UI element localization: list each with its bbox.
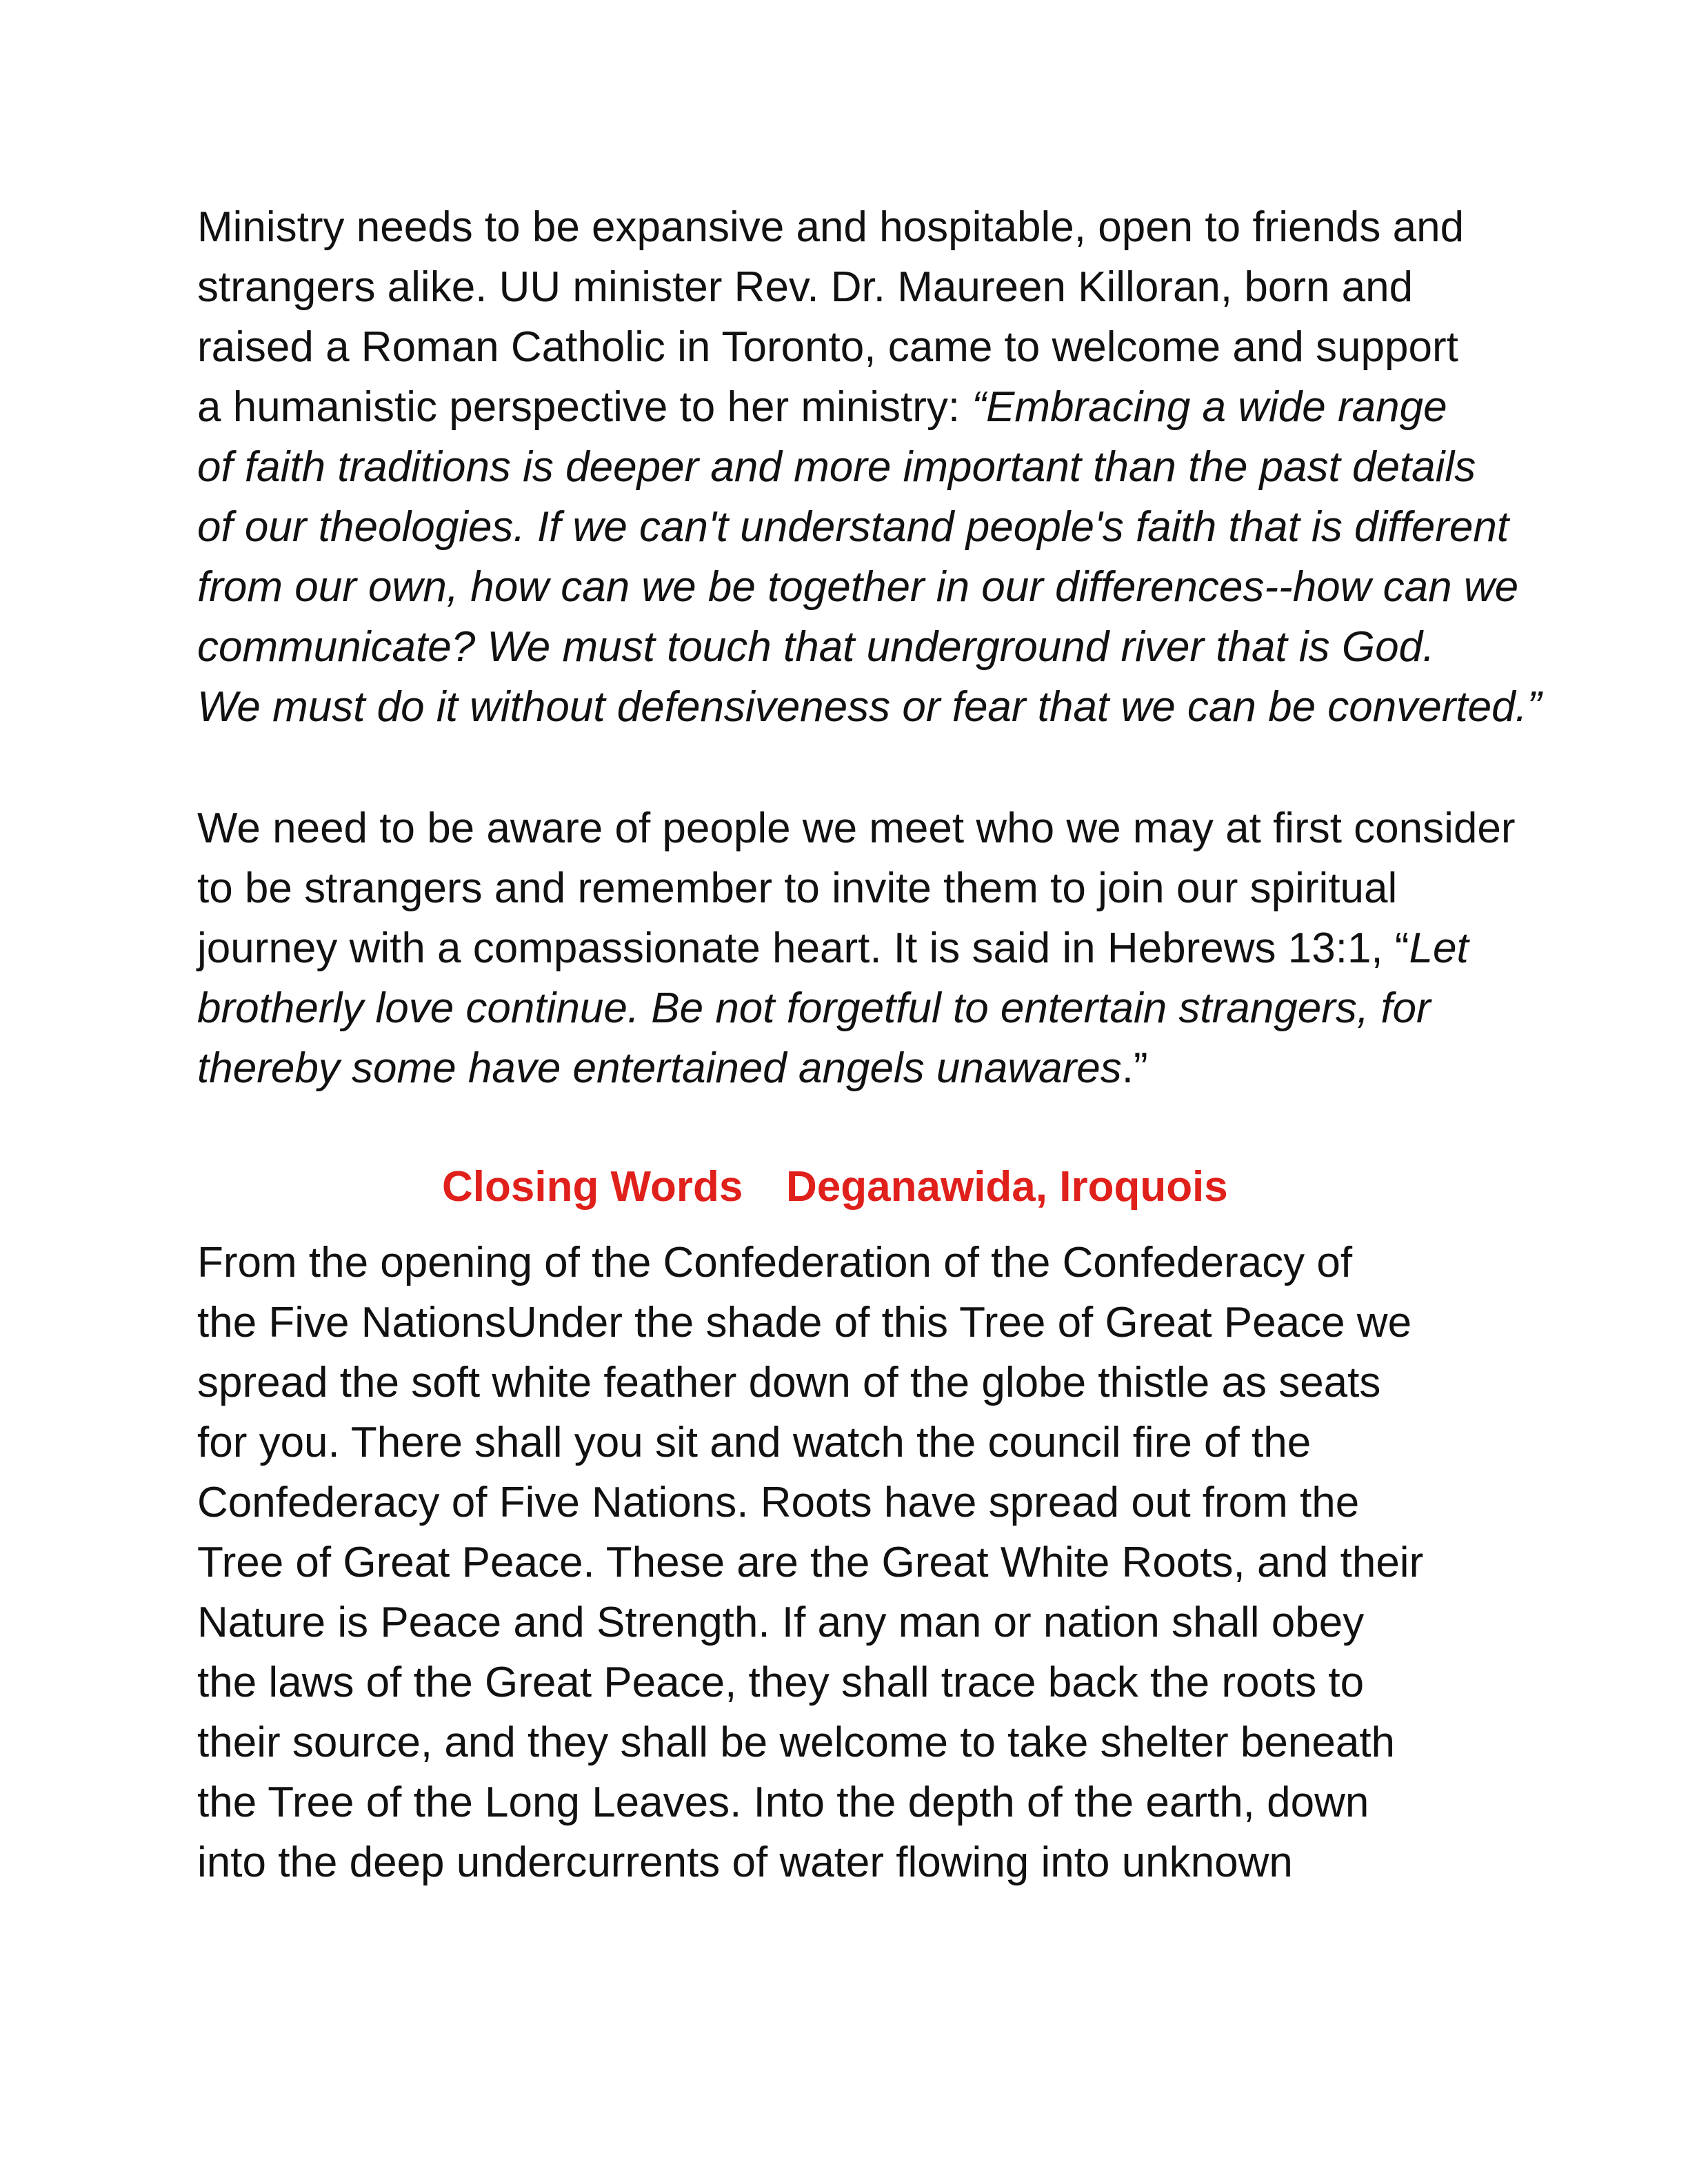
text-line <box>197 677 1541 738</box>
text-run: raised a Roman Catholic in Toronto, came to welcome and support <box>197 323 1458 371</box>
text-run: communicate? We must touch that underground river that is God. <box>197 623 1435 671</box>
text-run: thereby some have entertained angels unawares <box>197 1044 1122 1092</box>
text-run: We need to be aware of people we meet who we may at first consider <box>197 805 1516 852</box>
text-run: into the deep undercurrents of water flowing into unknown <box>197 1839 1293 1886</box>
text-run: Ministry needs to be expansive and hospitable, open to friends and <box>197 203 1465 251</box>
text-run: We must do it without defensiveness or fear that we can be converted.” <box>197 683 1542 731</box>
text-line <box>197 1593 1364 1653</box>
text-run: of faith traditions is deeper and more important than the past details <box>197 443 1476 491</box>
text-run: the Five NationsUnder the shade of this Tree of Great Peace we <box>197 1299 1412 1346</box>
text-line <box>197 617 1434 678</box>
text-run: Let <box>1409 924 1469 972</box>
text-run: the Tree of the Long Leaves. Into the depth of the earth, down <box>197 1779 1369 1826</box>
text-line <box>197 1772 1369 1833</box>
text-line <box>197 1652 1364 1713</box>
text-line <box>197 858 1397 919</box>
text-line <box>197 1832 1293 1893</box>
text-run: strangers alike. UU minister Rev. Dr. Maureen Killoran, born and <box>197 263 1414 311</box>
text-run: Confederacy of Five Nations. Roots have spread out from the <box>197 1479 1360 1526</box>
text-run: for you. There shall you sit and watch the council fire of the <box>197 1419 1312 1466</box>
text-line <box>197 377 1447 438</box>
text-run: of our theologies. If we can't understand people's faith that is different <box>197 503 1509 551</box>
text-line <box>197 1233 1352 1293</box>
text-line <box>197 1712 1395 1773</box>
text-line <box>197 557 1518 618</box>
text-line <box>197 1533 1423 1593</box>
text-line <box>197 1038 1148 1099</box>
text-line <box>197 197 1464 258</box>
text-run: From the opening of the Confederation of the Confederacy of <box>197 1239 1353 1286</box>
text-run: Nature is Peace and Strength. If any man or nation shall obey <box>197 1599 1365 1646</box>
closing-words-heading <box>0 1153 1688 1222</box>
text-line <box>197 978 1431 1039</box>
text-line <box>197 798 1516 859</box>
text-line <box>197 437 1476 498</box>
text-run: from our own, how can we be together in our differences--how can we <box>197 563 1519 611</box>
text-run: to be strangers and remember to invite them to join our spiritual <box>197 865 1398 912</box>
heading-title: Closing Words <box>442 1163 743 1211</box>
text-line <box>197 317 1458 378</box>
text-line <box>197 1473 1359 1533</box>
text-run: the laws of the Great Peace, they shall trace back the roots to <box>197 1659 1365 1706</box>
text-line <box>197 1293 1411 1353</box>
text-run: journey with a compassionate heart. It is said in Hebrews 13:1, “ <box>197 924 1409 972</box>
text-line <box>197 1353 1380 1413</box>
text-run: Tree of Great Peace. These are the Great White Roots, and their <box>197 1539 1424 1586</box>
text-line <box>197 918 1469 979</box>
text-run: their source, and they shall be welcome to take shelter beneath <box>197 1719 1396 1766</box>
text-line <box>197 1413 1311 1473</box>
text-run: a humanistic perspective to her ministry: <box>197 383 972 431</box>
text-run: .” <box>1121 1044 1148 1092</box>
heading-author: Deganawida, Iroquois <box>786 1163 1228 1211</box>
text-run: brotherly love continue. Be not forgetful to entertain strangers, for <box>197 984 1431 1032</box>
text-run: spread the soft white feather down of the globe thistle as seats <box>197 1359 1381 1406</box>
text-line <box>197 257 1413 318</box>
text-line <box>197 497 1509 558</box>
text-run: “Embracing a wide range <box>972 383 1447 431</box>
